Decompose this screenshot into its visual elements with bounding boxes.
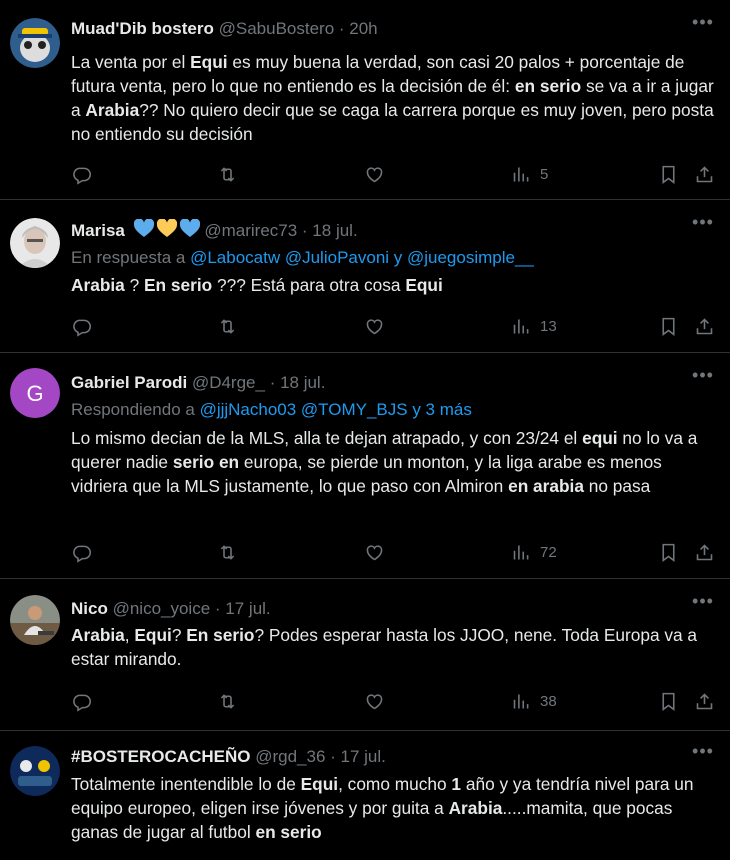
share-icon	[694, 691, 715, 712]
bookmark-button[interactable]	[658, 540, 679, 564]
timestamp[interactable]: · 18 jul.	[301, 221, 358, 240]
action-bar	[71, 689, 721, 713]
retweet-icon	[217, 542, 238, 563]
views-icon	[511, 164, 532, 185]
action-bar	[71, 314, 721, 338]
display-name[interactable]: Nico	[71, 599, 108, 618]
more-icon[interactable]: •••	[692, 741, 714, 761]
views-button[interactable]	[511, 162, 548, 186]
avatar[interactable]	[10, 18, 60, 68]
share-icon	[694, 316, 715, 337]
views-icon	[511, 691, 532, 712]
retweet-icon	[217, 691, 238, 712]
tweet-body: La venta por el Equi es muy buena la verdad, son casi 20 palos + porcentaje de futura venta, pero lo que no entiendo es la decisión de él: en serio se va a ir a jugar a Arabia?? No quiero decir que se caga la carrera porque es muy joven, pero posta no entiendo su decisión	[71, 52, 714, 144]
reply-context	[71, 248, 534, 268]
avatar[interactable]	[10, 368, 60, 418]
reply-button[interactable]	[71, 689, 92, 713]
avatar-letter: G	[26, 381, 44, 406]
like-icon	[364, 542, 385, 563]
hearts-icon	[134, 219, 200, 239]
reply-icon	[71, 316, 92, 337]
like-button[interactable]	[364, 540, 385, 564]
reply-targets[interactable]: @jjjNacho03 @TOMY_BJS y 3 más	[199, 400, 472, 419]
tweet[interactable]	[0, 579, 730, 731]
share-button[interactable]	[694, 689, 715, 713]
reply-button[interactable]	[71, 162, 92, 186]
views-icon	[511, 542, 532, 563]
retweet-button[interactable]	[217, 689, 238, 713]
timestamp[interactable]: · 17 jul.	[214, 599, 271, 618]
reply-label: Respondiendo a	[71, 400, 195, 419]
reply-targets[interactable]: @Labocatw @JulioPavoni y @juegosimple__	[190, 248, 534, 267]
avatar[interactable]	[10, 746, 60, 796]
retweet-icon	[217, 316, 238, 337]
bookmark-icon	[658, 164, 679, 185]
bookmark-icon	[658, 316, 679, 337]
tweet-header	[71, 747, 386, 767]
views-count: 13	[540, 317, 557, 335]
more-icon[interactable]: •••	[692, 212, 714, 232]
reply-label: En respuesta a	[71, 248, 186, 267]
tweet[interactable]	[0, 353, 730, 579]
views-count: 5	[540, 165, 549, 183]
views-count: 72	[540, 543, 557, 561]
bookmark-button[interactable]	[658, 689, 679, 713]
reply-icon	[71, 691, 92, 712]
tweet-body: Arabia ? En serio ??? Está para otra cosa Equi	[71, 275, 443, 295]
views-button[interactable]	[511, 540, 557, 564]
timestamp[interactable]: · 18 jul.	[269, 373, 326, 392]
timestamp[interactable]: · 20h	[338, 19, 378, 38]
more-icon[interactable]: •••	[692, 12, 714, 32]
handle[interactable]: @nico_yoice	[112, 599, 211, 618]
action-bar	[71, 540, 721, 564]
display-name[interactable]: Gabriel Parodi	[71, 373, 188, 392]
handle[interactable]: @SabuBostero	[218, 19, 335, 38]
handle[interactable]: @rgd_36	[255, 747, 326, 766]
bookmark-button[interactable]	[658, 314, 679, 338]
reply-button[interactable]	[71, 540, 92, 564]
tweet-body: Totalmente inentendible lo de Equi, como mucho 1 año y ya tendría nivel para un equipo europeo, eligen irse jóvenes y por guita a Arabia.....mamita, que pocas ganas de jugar al futbol en serio	[71, 774, 694, 842]
like-icon	[364, 316, 385, 337]
display-name[interactable]: Marisa	[71, 221, 125, 240]
tweet-header	[71, 599, 271, 619]
views-button[interactable]	[511, 314, 557, 338]
reply-context	[71, 400, 472, 420]
avatar[interactable]	[10, 595, 60, 645]
reply-button[interactable]	[71, 314, 92, 338]
tweet[interactable]	[0, 731, 730, 860]
reply-icon	[71, 542, 92, 563]
share-button[interactable]	[694, 540, 715, 564]
bookmark-button[interactable]	[658, 162, 679, 186]
share-icon	[694, 542, 715, 563]
like-button[interactable]	[364, 689, 385, 713]
retweet-button[interactable]	[217, 540, 238, 564]
like-button[interactable]	[364, 314, 385, 338]
share-button[interactable]	[694, 314, 715, 338]
tweet[interactable]	[0, 0, 730, 200]
handle[interactable]: @marirec73	[204, 221, 298, 240]
tweet-header	[71, 373, 325, 393]
like-icon	[364, 691, 385, 712]
retweet-button[interactable]	[217, 314, 238, 338]
like-button[interactable]	[364, 162, 385, 186]
action-bar	[71, 162, 721, 186]
retweet-icon	[217, 164, 238, 185]
views-icon	[511, 316, 532, 337]
display-name[interactable]: Muad'Dib bostero	[71, 19, 214, 38]
reply-icon	[71, 164, 92, 185]
views-count: 38	[540, 692, 557, 710]
tweet-body: Lo mismo decian de la MLS, alla te dejan atrapado, y con 23/24 el equi no lo va a querer nadie serio en europa, se pierde un monton, y la liga arabe es menos vidriera que la MLS justamente, lo que paso con Almiron en arabia no pasa	[71, 428, 698, 496]
retweet-button[interactable]	[217, 162, 238, 186]
tweet[interactable]	[0, 200, 730, 353]
more-icon[interactable]: •••	[692, 365, 714, 385]
timestamp[interactable]: · 17 jul.	[330, 747, 386, 766]
avatar[interactable]	[10, 218, 60, 268]
share-icon	[694, 164, 715, 185]
tweet-header	[71, 219, 358, 244]
bookmark-icon	[658, 691, 679, 712]
bookmark-icon	[658, 542, 679, 563]
share-button[interactable]	[694, 162, 715, 186]
like-icon	[364, 164, 385, 185]
views-button[interactable]	[511, 689, 557, 713]
handle[interactable]: @D4rge_	[191, 373, 265, 392]
display-name[interactable]: #BOSTEROCACHEÑO	[71, 747, 251, 766]
tweet-header	[71, 19, 378, 39]
heart-emojis	[134, 219, 200, 244]
more-icon[interactable]: •••	[692, 591, 714, 611]
tweet-body: Arabia, Equi? En serio? Podes esperar hasta los JJOO, nene. Toda Europa va a estar mirando.	[71, 625, 698, 669]
